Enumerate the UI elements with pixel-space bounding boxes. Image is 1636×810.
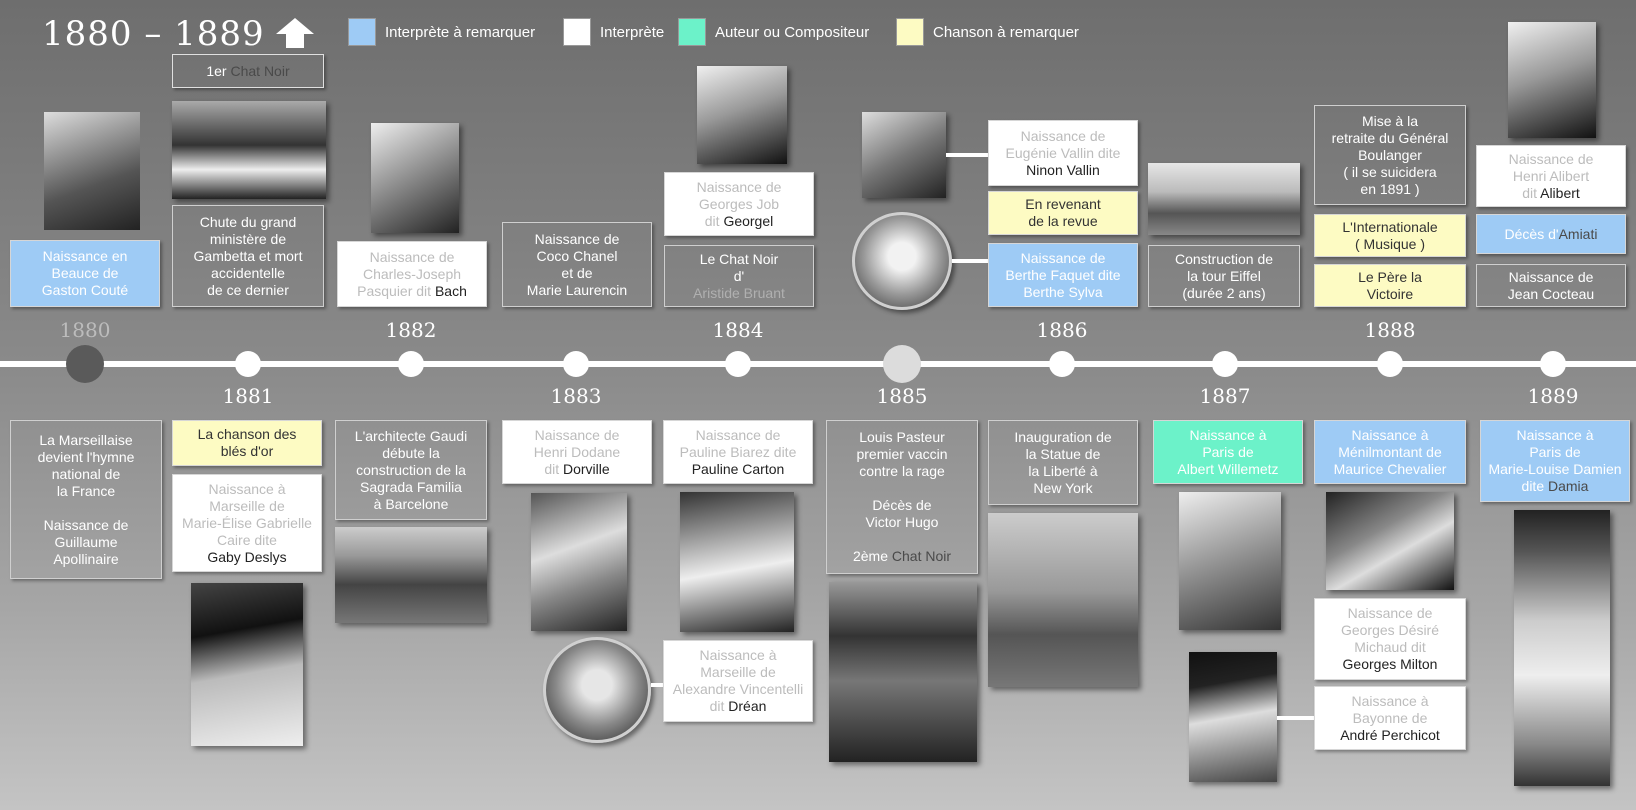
text-line: Naissance de [534, 426, 620, 443]
text-line: Gaby Deslys [207, 548, 287, 565]
text-line: Guillaume [54, 533, 118, 550]
event-sylva[interactable] [988, 243, 1138, 307]
text-line: Sagrada Familia [360, 478, 462, 495]
year-dot-1888[interactable] [1377, 351, 1403, 377]
year-dot-1883[interactable] [563, 351, 589, 377]
photo-alibert [1508, 22, 1596, 138]
text-line: Georges Job [698, 195, 780, 212]
text-line: André Perchicot [1340, 726, 1440, 743]
photo-chat-noir-2 [829, 582, 977, 762]
photo-drean [543, 637, 651, 743]
text-line: la tour Eiffel [1187, 267, 1261, 284]
text-line: Naissance à [1189, 426, 1267, 443]
event-internationale[interactable] [1314, 214, 1466, 257]
text-line: devient l'hymne [37, 448, 135, 465]
text-line: Victoire [1366, 285, 1414, 302]
photo-georgel [697, 66, 787, 164]
year-dot-1886[interactable] [1049, 351, 1075, 377]
text-line: Charles-Joseph [362, 265, 462, 282]
photo-dorville [531, 493, 627, 631]
year-dot-1882[interactable] [398, 351, 424, 377]
text-line: de la revue [1028, 213, 1098, 229]
year-dot-1885[interactable] [883, 345, 921, 383]
photo-bach [371, 123, 459, 233]
legend-swatch-interprete [563, 18, 591, 46]
text-line: Naissance de [534, 230, 620, 247]
event-drean[interactable] [663, 640, 813, 722]
text-line: L'architecte Gaudi [354, 427, 468, 444]
legend-swatch-interprete-remarquer [348, 18, 376, 46]
text-line: (durée 2 ans) [1182, 284, 1266, 301]
text-line: Victor Hugo [865, 514, 939, 530]
text-line: retraite du Général [1331, 129, 1449, 146]
page-title: 1880 – 1889 [42, 14, 265, 54]
text-part: dit [544, 460, 563, 477]
year-dot-1889[interactable] [1540, 351, 1566, 377]
text-line: Maurice Chevalier [1333, 460, 1447, 477]
text-part: 1er [206, 62, 231, 79]
text-line: ( Musique ) [1354, 235, 1426, 252]
photo-gaby-deslys [191, 583, 303, 746]
text-line: Gaston Couté [41, 282, 129, 298]
text-line: L'Internationale [1342, 218, 1438, 235]
text-line: Boulanger [1358, 146, 1422, 163]
text-line: New York [1033, 479, 1093, 496]
event-gaudi[interactable] [335, 420, 487, 520]
text-line: Aristide Bruant [693, 284, 785, 301]
event-bruant[interactable] [664, 245, 814, 307]
text-line: Naissance de [695, 426, 781, 443]
text-line: Paris de [1202, 443, 1254, 460]
text-line: en 1891 ) [1360, 180, 1420, 197]
event-coute[interactable] [10, 240, 160, 307]
year-1889: 1889 [1527, 384, 1579, 408]
text-part: 2ème [852, 548, 892, 564]
text-line [357, 283, 467, 300]
year-1886: 1886 [1036, 318, 1088, 342]
text-line: Naissance de [1347, 605, 1433, 621]
text-line: Naissance à [699, 647, 777, 663]
text-line [1522, 185, 1580, 202]
year-1882: 1882 [385, 318, 437, 342]
event-damia[interactable] [1480, 420, 1630, 502]
photo-chevalier [1326, 492, 1454, 590]
text-line: Georges Désiré [1340, 622, 1440, 638]
text-line [853, 548, 951, 565]
text-part: Georgel [723, 212, 774, 229]
text-part: Bach [434, 282, 467, 299]
text-line [1505, 226, 1598, 243]
event-bach[interactable] [337, 241, 487, 307]
text-line: Apollinaire [53, 550, 119, 567]
text-line: premier vaccin [856, 446, 948, 462]
text-line: d' [733, 267, 745, 284]
text-line: Coco Chanel [536, 247, 618, 264]
text-line: Berthe Sylva [1023, 283, 1103, 300]
text-line: la Statue de [1025, 445, 1101, 462]
photo-statue-liberte [988, 513, 1138, 687]
text-line: Jean Cocteau [1507, 285, 1595, 302]
year-1888: 1888 [1364, 318, 1416, 342]
event-carton[interactable] [663, 420, 813, 484]
event-georgel[interactable] [664, 172, 814, 236]
text-line: Ménilmontant de [1338, 443, 1442, 460]
text-part: dit [704, 212, 724, 229]
event-pasteur[interactable] [826, 420, 978, 574]
legend-label-interprete-remarquer: Interprète à remarquer [385, 24, 536, 41]
text-line [710, 698, 767, 715]
event-alibert[interactable] [1476, 145, 1626, 207]
text-line: Marie Laurencin [526, 281, 628, 298]
event-chevalier[interactable] [1314, 420, 1466, 484]
photo-tour-eiffel [1148, 163, 1300, 235]
event-eiffel[interactable] [1148, 245, 1300, 307]
text-line: Naissance de [1020, 127, 1106, 144]
year-1887: 1887 [1199, 384, 1251, 408]
event-revue[interactable] [988, 191, 1138, 235]
text-part: Dréan [728, 698, 767, 714]
photo-willemetz [1179, 492, 1281, 630]
text-line: Naissance de [369, 248, 455, 265]
photo-gaston-coute [44, 112, 140, 230]
text-line: Henri Dodane [533, 443, 621, 460]
text-line: Caire dite [217, 531, 277, 548]
connector [651, 683, 663, 687]
text-line: Georges Milton [1342, 656, 1438, 672]
text-line: Naissance de [696, 178, 782, 195]
photo-pauline-carton [680, 492, 794, 632]
legend-label-interprete: Interprète [600, 24, 665, 41]
text-line: La chanson des [197, 426, 297, 442]
text-part: Décès d' [1504, 225, 1559, 242]
text-line: Bayonne de [1352, 709, 1428, 726]
text-line: Eugénie Vallin dite [1005, 144, 1121, 161]
text-line: de ce dernier [207, 281, 289, 298]
text-line: Le Père la [1358, 268, 1422, 285]
text-line: Naissance à [1351, 692, 1429, 709]
photo-chat-noir [172, 101, 326, 199]
text-line: En revenant [1025, 196, 1101, 212]
legend-swatch-auteur [678, 18, 706, 46]
text-line: Décès de [872, 497, 932, 513]
year-1884: 1884 [712, 318, 764, 342]
photo-berthe-sylva [852, 212, 952, 310]
text-line: et de [561, 264, 593, 281]
legend-label-chanson: Chanson à remarquer [933, 24, 1079, 41]
connector [952, 259, 988, 263]
text-part: Chat Noir [230, 62, 290, 79]
text-line [206, 63, 289, 80]
event-chat-noir-1[interactable] [172, 54, 324, 88]
text-line: débute la [382, 444, 440, 461]
text-line: Le Chat Noir [699, 250, 779, 267]
text-part: Pasquier dit [357, 282, 435, 299]
text-part: Chat Noir [891, 548, 952, 564]
text-line: Mise à la [1361, 112, 1419, 129]
text-line: la Liberté à [1028, 462, 1098, 479]
text-line: Inauguration de [1014, 428, 1112, 445]
event-bles-or[interactable] [172, 420, 322, 466]
text-line: Gambetta et mort [193, 247, 303, 264]
text-part: Damia [1548, 478, 1589, 494]
event-perchicot[interactable] [1314, 686, 1466, 750]
text-line: Naissance à [208, 480, 286, 497]
text-line: à Barcelone [373, 495, 449, 512]
text-line: Naissance à [1351, 426, 1429, 443]
text-line: accidentelle [211, 264, 285, 281]
event-deslys[interactable] [172, 474, 322, 572]
text-part: dit [1522, 184, 1541, 201]
text-line: national de [51, 465, 121, 482]
text-line: blés d'or [220, 443, 274, 459]
text-part: Alibert [1540, 184, 1580, 201]
event-pere-victoire[interactable] [1314, 264, 1466, 307]
text-line [544, 461, 609, 478]
photo-sagrada-familia [335, 527, 487, 623]
year-1883: 1883 [550, 384, 602, 408]
event-liberte[interactable] [988, 420, 1138, 505]
text-part: dite [1521, 478, 1548, 494]
text-line: Marseille de [700, 664, 776, 680]
text-line [1522, 478, 1589, 495]
text-line: Naissance en [42, 248, 128, 264]
event-chanel[interactable] [502, 222, 652, 307]
event-amiati[interactable] [1476, 214, 1626, 254]
text-line: Marseille de [209, 497, 285, 514]
text-part: Amiati [1558, 225, 1598, 242]
text-line: Naissance de [1508, 150, 1594, 167]
year-1880: 1880 [59, 318, 111, 342]
text-line: Pauline Biarez dite [679, 443, 797, 460]
connector [946, 153, 988, 157]
text-line: Ninon Vallin [1026, 161, 1100, 178]
year-dot-1881[interactable] [235, 351, 261, 377]
text-line: Henri Alibert [1512, 167, 1590, 184]
event-boulanger[interactable] [1314, 105, 1466, 205]
photo-perchicot [1189, 652, 1277, 782]
event-milton[interactable] [1314, 598, 1466, 680]
text-line: Naissance à [1516, 427, 1594, 443]
text-line: La Marseillaise [39, 431, 133, 448]
text-part: Dorville [563, 460, 610, 477]
text-line: Louis Pasteur [859, 429, 945, 445]
text-line: Naissance de [1020, 249, 1106, 266]
text-part: dit [709, 698, 729, 714]
year-dot-1884[interactable] [725, 351, 751, 377]
text-line: Construction de [1174, 250, 1274, 267]
connector [1277, 716, 1315, 720]
text-line: Naissance de [1508, 268, 1594, 285]
photo-ninon-vallin [862, 112, 946, 198]
text-line [705, 213, 774, 230]
year-1885: 1885 [876, 384, 928, 408]
text-line: Berthe Faquet dite [1005, 266, 1121, 283]
event-marseillaise[interactable] [10, 420, 162, 579]
event-willemetz[interactable] [1153, 420, 1303, 484]
text-line: Alexandre Vincentelli [672, 681, 804, 697]
legend-label-auteur: Auteur ou Compositeur [715, 24, 870, 41]
text-line: Marie-Louise Damien [1488, 461, 1622, 477]
event-gambetta[interactable] [172, 205, 324, 307]
text-line: ministère de [209, 230, 287, 247]
text-line: construction de la [356, 461, 466, 478]
text-line: Naissance de [43, 516, 129, 533]
text-line: Chute du grand [199, 213, 297, 230]
arrow-up-icon[interactable] [276, 18, 314, 48]
text-line: la France [56, 482, 116, 499]
text-line: Michaud dit [1354, 639, 1426, 655]
event-dorville[interactable] [502, 420, 652, 484]
text-line: Paris de [1529, 444, 1581, 460]
text-line: ( il se suicidera [1343, 163, 1437, 180]
text-line: Albert Willemetz [1177, 460, 1279, 477]
event-vallin[interactable] [988, 120, 1138, 186]
text-line: Beauce de [51, 265, 119, 281]
legend-swatch-chanson [896, 18, 924, 46]
event-cocteau[interactable] [1476, 264, 1626, 307]
photo-damia [1514, 510, 1610, 786]
year-dot-1887[interactable] [1212, 351, 1238, 377]
text-line: contre la rage [859, 463, 945, 479]
year-dot-1880[interactable] [66, 345, 104, 383]
year-1881: 1881 [222, 384, 274, 408]
text-line: Pauline Carton [691, 460, 785, 477]
text-line: Marie-Élise Gabrielle [182, 514, 312, 531]
